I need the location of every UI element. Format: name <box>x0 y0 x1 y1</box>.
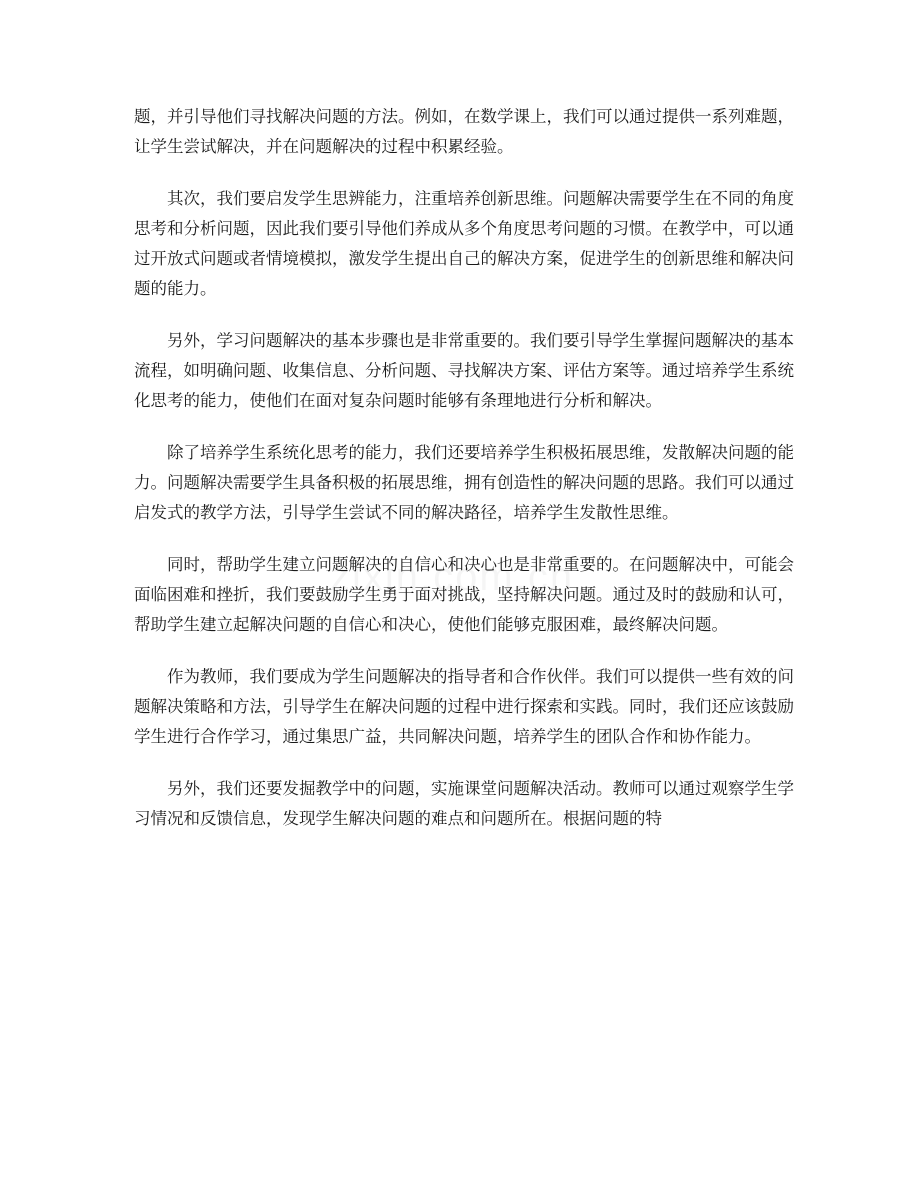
paragraph-classroom-activities: 另外，我们还要发掘教学中的问题，实施课堂问题解决活动。教师可以通过观察学生学习情况和反馈信息，发现学生解决问题的难点和问题所在。根据问题的特 <box>134 779 794 828</box>
paragraph-confidence: 同时，帮助学生建立问题解决的自信心和决心也是非常重要的。在问题解决中，可能会面临困难和挫折，我们要鼓励学生勇于面对挑战，坚持解决问题。通过及时的鼓励和认可，帮助学生建立起解决问题的自信心和决心，使他们能够克服困难，最终解决问题。 <box>134 555 794 634</box>
paragraph-teacher-role: 作为教师，我们要成为学生问题解决的指导者和合作伙伴。我们可以提供一些有效的问题解决策略和方法，引导学生在解决问题的过程中进行探索和实践。同时，我们还应该鼓励学生进行合作学习，通过集思广益，共同解决问题，培养学生的团队合作和协作能力。 <box>134 667 794 746</box>
paragraph-critical-thinking: 其次，我们要启发学生思辨能力，注重培养创新思维。问题解决需要学生在不同的角度思考和分析问题，因此我们要引导他们养成从多个角度思考问题的习惯。在教学中，可以通过开放式问题或者情境模拟，激发学生提出自己的解决方案，促进学生的创新思维和解决问题的能力。 <box>134 189 794 298</box>
paragraph-problem-solving-steps: 另外，学习问题解决的基本步骤也是非常重要的。我们要引导学生掌握问题解决的基本流程，如明确问题、收集信息、分析问题、寻找解决方案、评估方案等。通过培养学生系统化思考的能力，使他们在面对复杂问题时能够有条理地进行分析和解决。 <box>134 331 794 410</box>
document-body <box>134 102 794 856</box>
paragraph-continuation: 题，并引导他们寻找解决问题的方法。例如，在数学课上，我们可以通过提供一系列难题，让学生尝试解决，并在问题解决的过程中积累经验。 <box>134 107 794 156</box>
paragraph-divergent-thinking: 除了培养学生系统化思考的能力，我们还要培养学生积极拓展思维，发散解决问题的能力。问题解决需要学生具备积极的拓展思维，拥有创造性的解决问题的思路。我们可以通过启发式的教学方法，引导学生尝试不同的解决路径，培养学生发散性思维。 <box>134 443 794 522</box>
